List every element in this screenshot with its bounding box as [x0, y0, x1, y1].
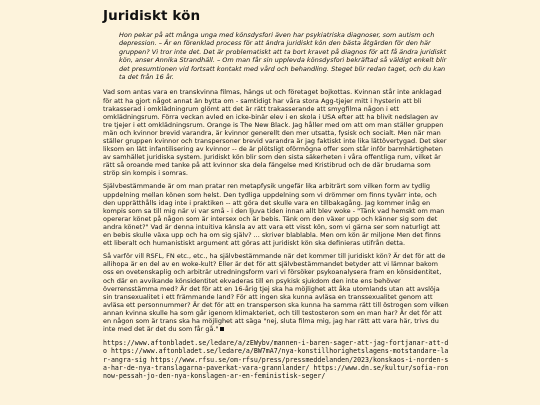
paragraph-2: Självbestämmande är om man pratar ren metapfysik ungefär lika arbiträrt som vilken form av tydlig uppdelning mellan könen som helst. Den tydliga uppdelning som vi drömmer om finns tyvärr inte, och den upprätthålls idag inte i praktiken -- att göra det skulle vara en tillbakagång. Jag kommer inåg en kompis som sa till mig när vi var små - i den ljuva tiden innan allt blev woke - "Tänk vad hemskt om man opererar könet på någon som är intersex och är bebis. Tänk om den växer upp och känner sig som det andra könet?" Vad är denna intuitiva känsla av att vara ett visst kön, som vi gärna ser som naturligt att en bebis skulle växa upp och ha om sig själv? ... skriver blablabla. Men om kön är miljone Men det finns ett liberalt och humanistiskt argument att göras att juridiskt kön ska definieras utifrån detta.	[103, 182, 445, 248]
paragraph-3	[103, 252, 449, 333]
paragraph-1: Vad som antas vara en transkvinna filmas, hängs ut och företaget bojkottas. Kvinnan står inte anklagad för att ha gjort något annat än bytta om - samtidigt har våra stora Agg-tjejer mitt i hysterin att bli trakasserad i omklädningrum glömt att det är rätt trakasserande att smygfilma någon i ett omklädningsrum. Förra veckan avled en icke-binär elev i en skola i USA efter att ha blivit nedslagen av tre tjejer i ett omklädningsrum. Orange is The New Black. Jag håller med om att om man ställer gruppen män och kvinnor brevid varandra, är kvinnor generellt den mer utsatta, fysisk och socialt. Men när man ställer gruppen kvinnor och transpersoner brevid varandra är jag faktiskt inte lika lättövertygad. Det sker liksom en lätt infantilisering av kvinnor -- de är plötsligt oförmögna offer som står inför barmhärtigheten av samhället juridiska system. Juridiskt kön blir som den sista säkerheten i våra offentliga rum, vilket är rätt så oroande med tanke på att kvinnor ska dela fängelse med Kristibrud och de där brudarna som ströp sin kompis i somras.	[103, 88, 447, 178]
page-title: Juridiskt kön	[103, 8, 201, 24]
article	[103, 8, 449, 380]
paragraph-3-text: Så varför vill RSFL, FN etc., etc., ha självbestämmande när det kommer till juridiskt kön? Är det för att de allihopa är en del av en woke-kult? Eller är det för att självbestämmandet betyder att vi lämnar bakom oss en ovetenskaplig och arbiträr utredningsform vari vi försöker psykoanalysera fram en könsidentitet, och där en avvikande könsidentitet ekvaderas till en psykisk sjukdom den inte ens behöver överrensstämma med? Är det för att en 16-årig tjej ska ha möjlighet att åka utomlands utan att avslöja sin transexualitet i ett främmande land? För att ingen ska kunna avläsa en transsexualitet genom att avläsa ett personnummer? Är det för att en transperson ska kunna ha samma rätt till östrogen som vilken annan kvinna skulle ha som går igenom klimakteriet, och till testosteron som en man har? Är det för att en någon som är trans ska ha möjlighet att säga "nej, sluta filma mig, jag har rätt att vara här, trivs du inte med det är det du som får gå."	[103, 252, 449, 334]
lead-quote: Hon pekar på att många unga med könsdysfori även har psykiatriska diagnoser, som autism och depression. – Är en förenklad process för att ändra juridiskt kön den bästa åtgärden för den här gruppen? Vi tror inte det. Det är problematiskt att ta bort kravet på diagnos för att få ändra juridiskt kön, anser Annika Strandhäll. – Om man får sin upplevda könsdysfori bekräftad så väldigt enkelt blir det presumtionen vid fortsatt kontakt med vård och behandling. Steget blir redan taget, och du kan ta det från 16 år.	[119, 31, 447, 82]
end-of-article-icon	[220, 327, 224, 331]
reference-links[interactable]: https://www.aftonbladet.se/ledare/a/zEWybv/mannen-i-baren-sager-att-jag-fortjanar-att-do https://www.aftonbladet.se/ledare/a/BW7mA7/nya-konstillhorighetslagens-motstandare-lar-angra-sig https://www.rfsu.se/om-rfsu/press/pressmeddelanden/2023/konskaos-i-norden-sa-har-de-nya-translagarna-paverkat-vara-grannlander/ https://www.dn.se/kultur/sofia-ronnow-pessah-jo-den-nya-konslagen-ar-en-feministisk-seger/	[103, 339, 449, 380]
